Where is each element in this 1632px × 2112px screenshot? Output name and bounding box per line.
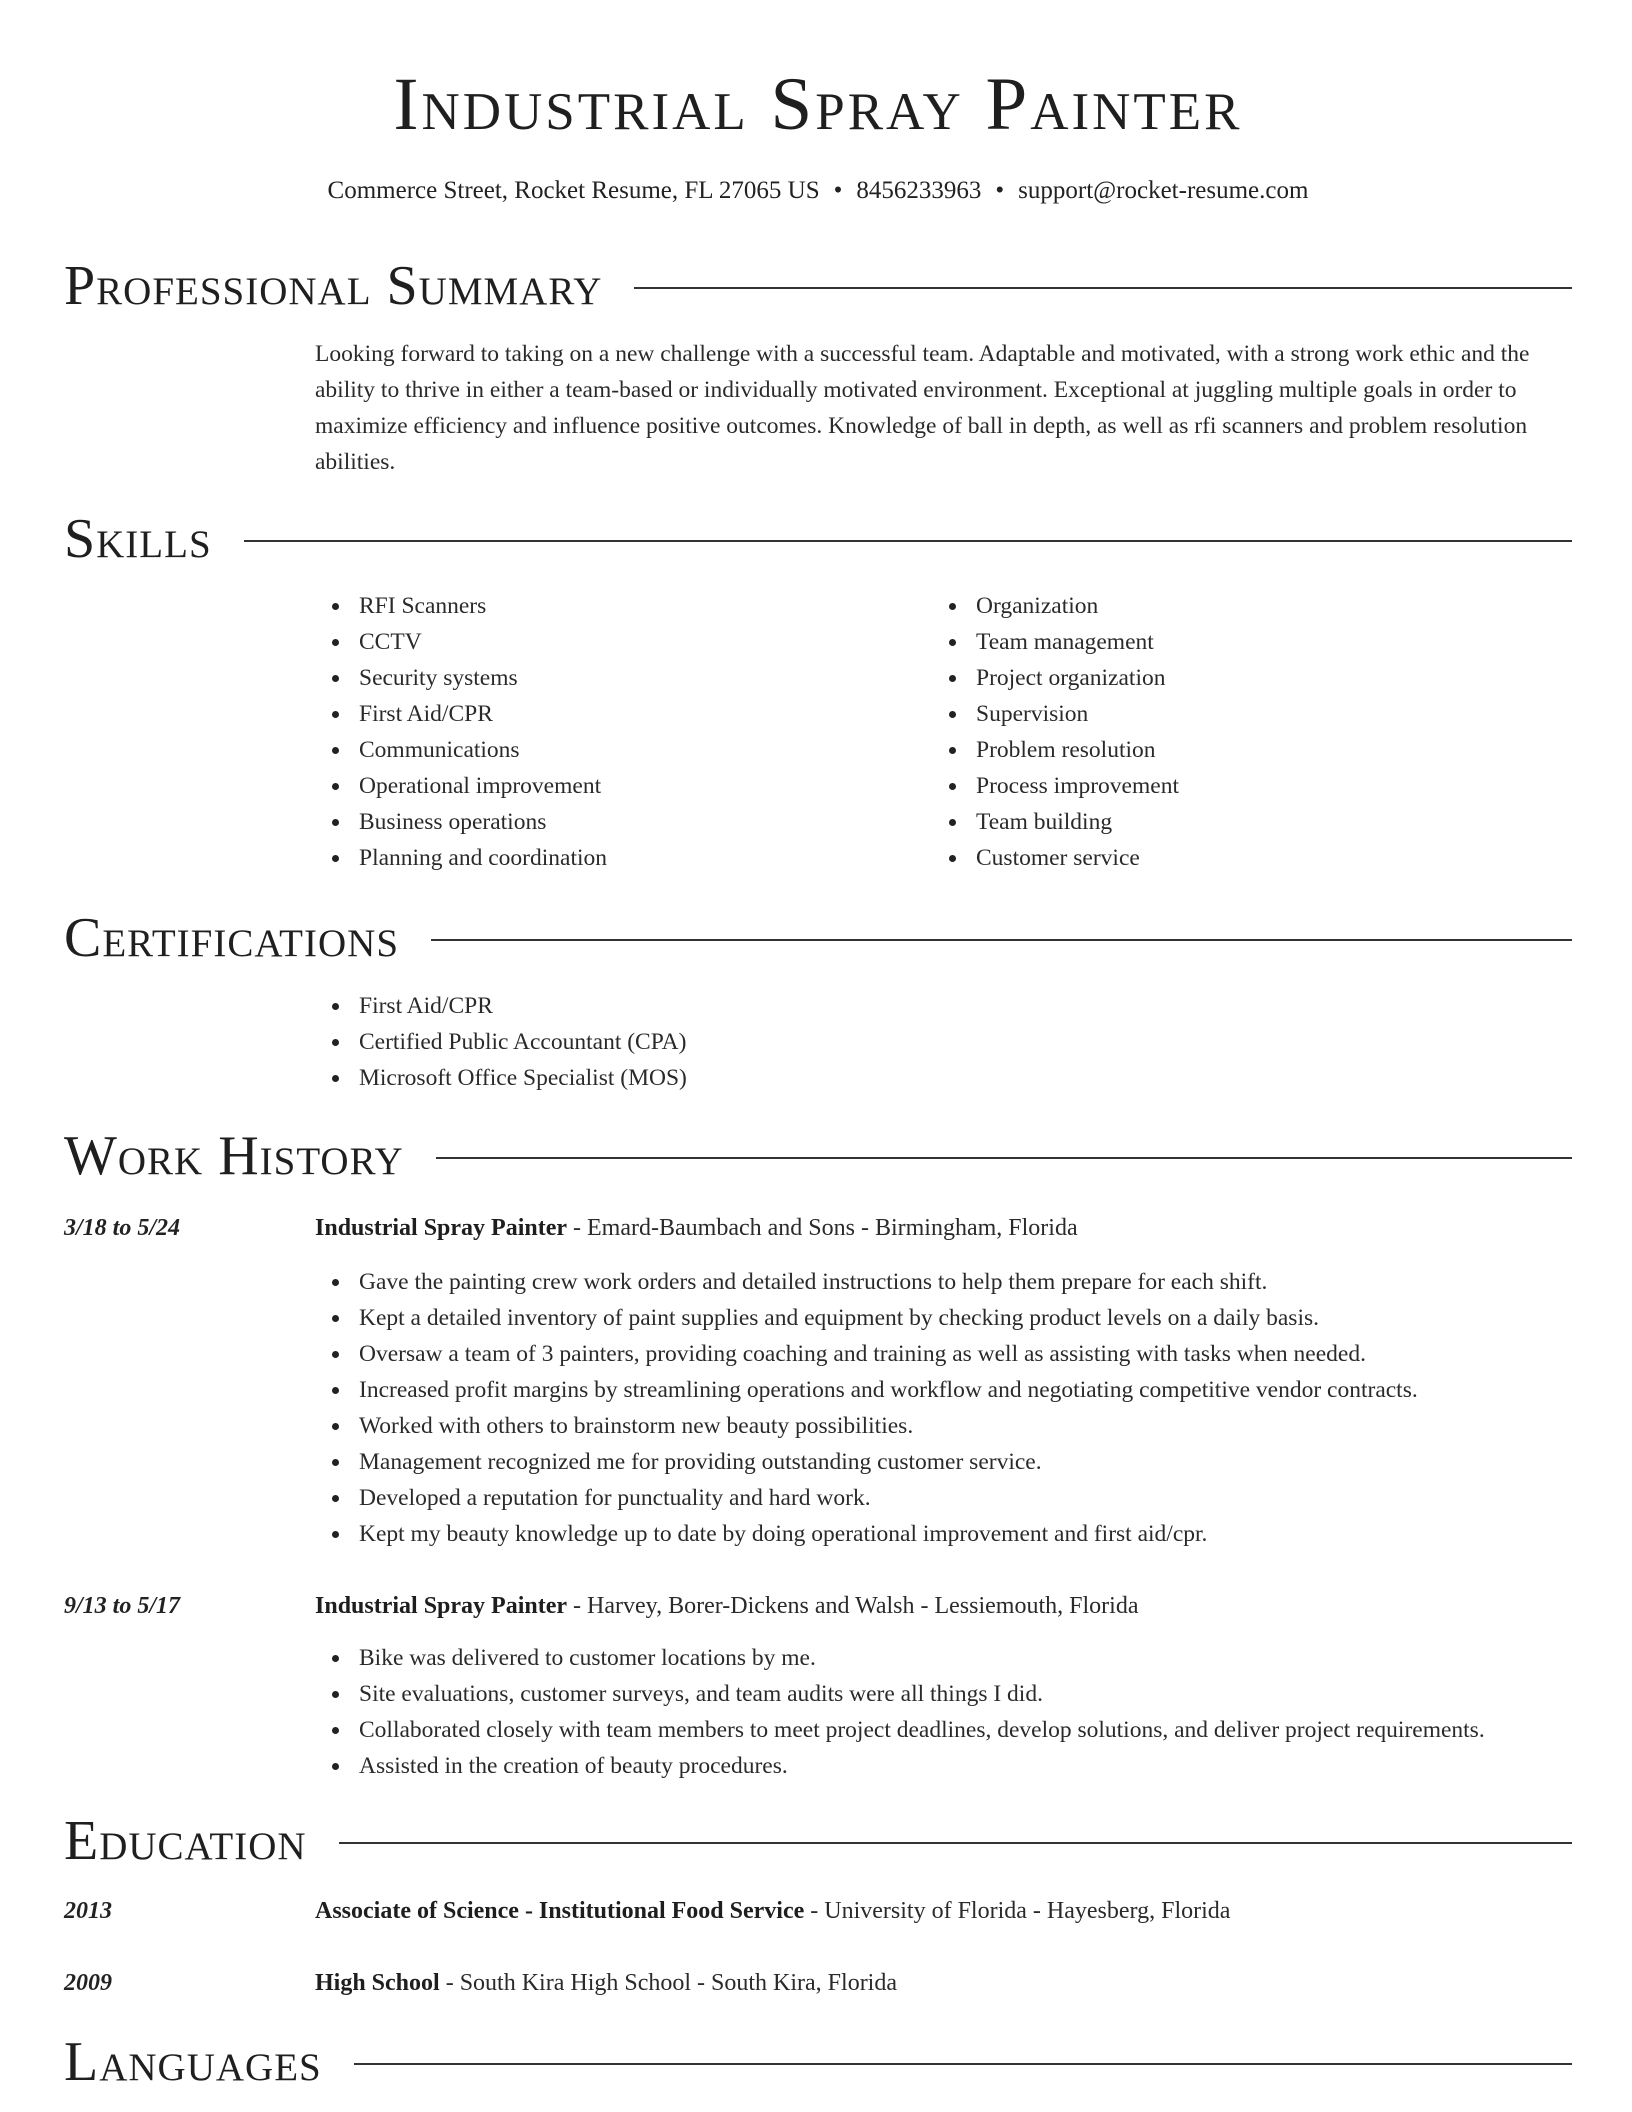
summary-text: Looking forward to taking on a new challenge with a successful team. Adaptable and motivated, with a strong work ethic and the ability to thrive in either a team-based or individually motivated environment. Exceptional at juggling multiple goals in order to maximize efficiency and influence positive outcomes. Knowledge of ball in depth, as well as rfi scanners and problem resolution abilities.	[315, 341, 1530, 475]
list-item: Project organization	[932, 660, 1549, 696]
job-date: 9/13 to 5/17	[64, 1593, 181, 1619]
list-item: Process improvement	[932, 768, 1549, 804]
section-title-skills: Skills	[64, 508, 212, 570]
list-item: First Aid/CPR	[315, 988, 1572, 1024]
education-date: 2013	[64, 1898, 112, 1924]
section-divider	[244, 540, 1572, 542]
section-title-work: Work History	[64, 1125, 404, 1187]
education-date: 2009	[64, 1970, 112, 1996]
list-item: Worked with others to brainstorm new beauty possibilities.	[315, 1408, 1572, 1444]
resume-title: Industrial Spray Painter	[393, 63, 1243, 146]
section-header-languages	[64, 2030, 1572, 2094]
contact-address: Commerce Street, Rocket Resume, FL 27065 US	[327, 177, 820, 204]
education-school: - University of Florida - Hayesberg, Florida	[804, 1898, 1231, 1924]
job-employer: - Harvey, Borer-Dickens and Walsh - Lessiemouth, Florida	[567, 1593, 1139, 1619]
job-employer: - Emard-Baumbach and Sons - Birmingham, Florida	[567, 1215, 1078, 1241]
job-duties-list	[315, 1640, 1572, 1784]
skills-column-right	[932, 588, 1549, 876]
education-degree: High School	[315, 1970, 440, 1996]
list-item: Collaborated closely with team members to meet project deadlines, develop solutions, and deliver project requirements.	[315, 1712, 1572, 1748]
section-header-certifications	[64, 906, 1572, 970]
section-title-summary: Professional Summary	[64, 255, 603, 317]
list-item: Team building	[932, 804, 1549, 840]
list-item: Organization	[932, 588, 1549, 624]
list-item: Site evaluations, customer surveys, and team audits were all things I did.	[315, 1676, 1572, 1712]
job-duties-list	[315, 1264, 1572, 1552]
skills-list	[315, 588, 1572, 876]
list-item: Kept a detailed inventory of paint supplies and equipment by checking product levels on a daily basis.	[315, 1300, 1572, 1336]
job-title-line	[315, 1588, 1572, 1624]
list-item: Gave the painting crew work orders and detailed instructions to help them prepare for each shift.	[315, 1264, 1572, 1300]
education-entry	[315, 1893, 1572, 1929]
job-title: Industrial Spray Painter	[315, 1215, 568, 1241]
section-title-education: Education	[64, 1810, 307, 1872]
list-item: Kept my beauty knowledge up to date by doing operational improvement and first aid/cpr.	[315, 1516, 1572, 1552]
education-school: - South Kira High School - South Kira, Florida	[439, 1970, 898, 1996]
section-title-certifications: Certifications	[64, 907, 400, 969]
section-divider	[354, 2063, 1572, 2065]
job-title: Industrial Spray Painter	[315, 1593, 568, 1619]
list-item: CCTV	[315, 624, 932, 660]
contact-phone: 8456233963	[856, 177, 982, 204]
section-title-languages: Languages	[64, 2031, 322, 2093]
section-header-skills	[64, 507, 1572, 571]
section-divider	[436, 1157, 1572, 1159]
list-item: Planning and coordination	[315, 840, 932, 876]
list-item: Management recognized me for providing outstanding customer service.	[315, 1444, 1572, 1480]
job-date: 3/18 to 5/24	[64, 1215, 181, 1241]
list-item: Problem resolution	[932, 732, 1549, 768]
list-item: Customer service	[932, 840, 1549, 876]
contact-line	[64, 174, 1572, 208]
list-item: Assisted in the creation of beauty procedures.	[315, 1748, 1572, 1784]
list-item: Business operations	[315, 804, 932, 840]
section-divider	[634, 287, 1572, 289]
education-degree: Associate of Science - Institutional Food Service	[315, 1898, 805, 1924]
list-item: RFI Scanners	[315, 588, 932, 624]
list-item: Team management	[932, 624, 1549, 660]
list-item: Oversaw a team of 3 painters, providing coaching and training as well as assisting with tasks when needed.	[315, 1336, 1572, 1372]
contact-email[interactable]: support@rocket-resume.com	[1018, 177, 1309, 204]
list-item: Microsoft Office Specialist (MOS)	[315, 1060, 1572, 1096]
certifications-list	[315, 988, 1572, 1096]
list-item: Increased profit margins by streamlining operations and workflow and negotiating competitive vendor contracts.	[315, 1372, 1572, 1408]
list-item: Operational improvement	[315, 768, 932, 804]
list-item: Security systems	[315, 660, 932, 696]
list-item: Supervision	[932, 696, 1549, 732]
section-divider	[431, 939, 1572, 941]
section-header-summary	[64, 254, 1572, 318]
separator-dot: •	[995, 177, 1005, 204]
section-header-education	[64, 1809, 1572, 1873]
separator-dot: •	[833, 177, 843, 204]
list-item: Certified Public Accountant (CPA)	[315, 1024, 1572, 1060]
education-entry	[315, 1965, 1572, 2001]
list-item: Communications	[315, 732, 932, 768]
list-item: First Aid/CPR	[315, 696, 932, 732]
list-item: Bike was delivered to customer locations by me.	[315, 1640, 1572, 1676]
job-title-line	[315, 1210, 1572, 1246]
section-divider	[339, 1842, 1572, 1844]
section-header-work	[64, 1124, 1572, 1188]
list-item: Developed a reputation for punctuality and hard work.	[315, 1480, 1572, 1516]
skills-column-left	[315, 588, 932, 876]
